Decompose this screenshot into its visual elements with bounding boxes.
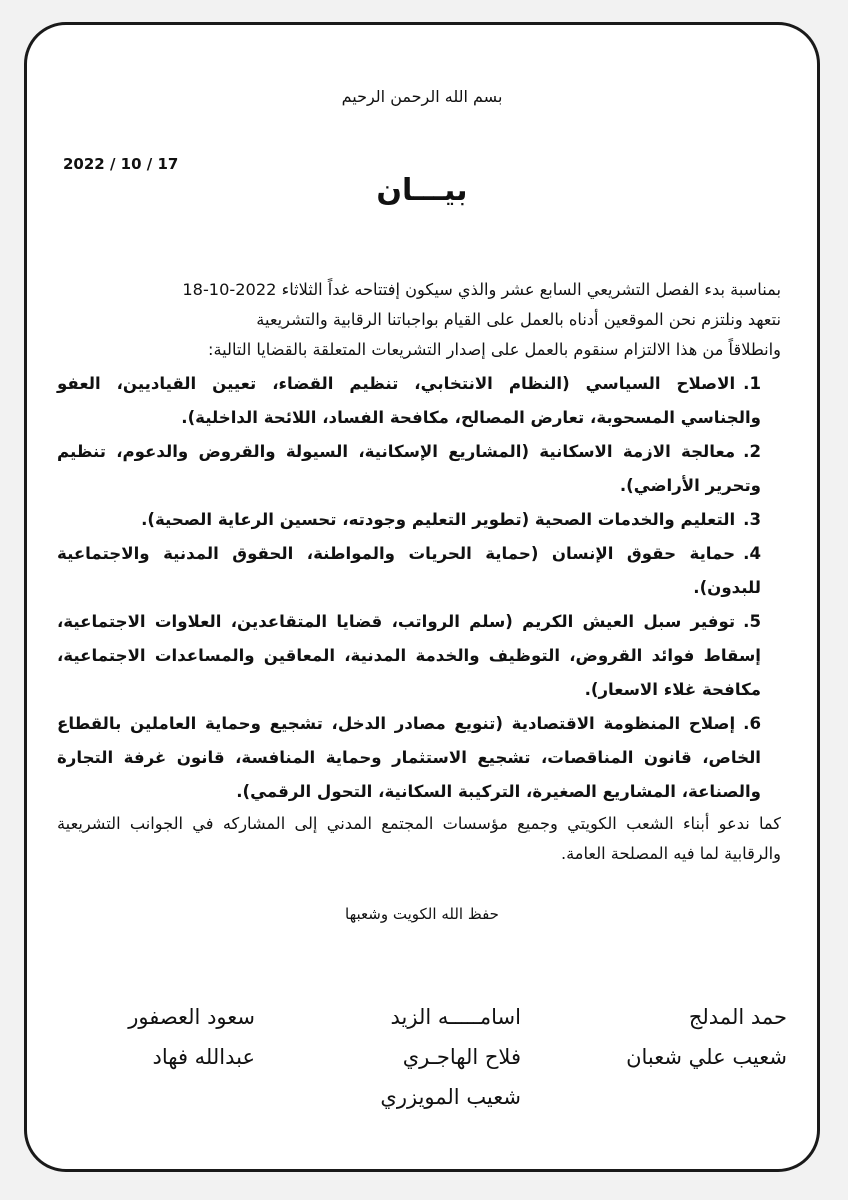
statement-page <box>24 22 820 1172</box>
issue-item <box>57 707 761 809</box>
item-text: توفير سبل العيش الكريم (سلم الرواتب، قضايا المتقاعدين، العلاوات الاجتماعية، إسقاط فوائد القروض، التوظيف والخدمة المدنية، المعاقين والمساعدات الاجتماعية، مكافحة غلاء الاسعار). <box>57 612 761 699</box>
signatory-name: فلاح الهاجـري <box>402 1045 521 1069</box>
signatory-name: حمد المدلج <box>688 1005 787 1029</box>
signatures-column-2 <box>380 997 521 1117</box>
issue-item <box>57 435 761 503</box>
intro-line: نتعهد ونلتزم نحن الموقعين أدناه بالعمل على القيام بواجباتنا الرقابية والتشريعية <box>256 310 781 329</box>
signatory-name: شعيب علي شعبان <box>626 1045 787 1069</box>
item-text: معالجة الازمة الاسكانية (المشاريع الإسكانية، السيولة والقروض والدعوم، تنظيم وتحرير الأراضي). <box>57 442 761 495</box>
issue-item <box>57 367 761 435</box>
intro-line: وانطلاقاً من هذا الالتزام سنقوم بالعمل على إصدار التشريعات المتعلقة بالقضايا التالية: <box>208 340 781 359</box>
signatures-column-3 <box>128 997 255 1077</box>
item-text: الاصلاح السياسي (النظام الانتخابي، تنظيم القضاء، تعيين القياديين، العفو والجناسي المسحوبة، تعارض المصالح، مكافحة الفساد، اللائحة الداخلية). <box>57 374 761 427</box>
item-number: 3. <box>743 510 761 529</box>
issue-item <box>57 605 761 707</box>
issues-list <box>57 367 781 809</box>
item-text: حماية حقوق الإنسان (حماية الحريات والمواطنة، الحقوق المدنية والاجتماعية للبدون). <box>57 544 761 597</box>
issue-item <box>57 503 761 537</box>
closing-prayer: حفظ الله الكويت وشعبها <box>345 905 499 923</box>
basmala: بسم الله الرحمن الرحيم <box>341 87 503 106</box>
item-number: 1. <box>743 374 761 393</box>
intro-line: بمناسبة بدء الفصل التشريعي السابع عشر والذي سيكون إفتتاحه غداً الثلاثاء 2022-10-18 <box>182 280 781 299</box>
signatory-name: شعيب المويزري <box>380 1085 521 1109</box>
signatory-name: اسامـــــه الزيد <box>390 1005 521 1029</box>
issue-item <box>57 537 761 605</box>
document-date: 2022 / 10 / 17 <box>63 155 179 173</box>
item-number: 4. <box>743 544 761 563</box>
statement-body <box>57 275 781 869</box>
item-number: 5. <box>743 612 761 631</box>
closing-paragraph: كما ندعو أبناء الشعب الكويتي وجميع مؤسسات المجتمع المدني إلى المشاركه في الجوانب التشريعية والرقابية لما فيه المصلحة العامة. <box>57 814 781 863</box>
item-number: 2. <box>743 442 761 461</box>
item-number: 6. <box>743 714 761 733</box>
signatory-name: سعود العصفور <box>128 1005 255 1029</box>
signatory-name: عبدالله فهاد <box>152 1045 255 1069</box>
item-text: التعليم والخدمات الصحية (تطوير التعليم وجودته، تحسين الرعاية الصحية). <box>141 510 736 529</box>
document-title: بيـــان <box>376 173 468 208</box>
signatures-column-1 <box>626 997 787 1077</box>
item-text: إصلاح المنظومة الاقتصادية (تنويع مصادر الدخل، تشجيع وحماية العاملين بالقطاع الخاص، قانون المناقصات، تشجيع الاستثمار وحماية المنافسة، قانون غرفة التجارة والصناعة، المشاريع الصغيرة، التركيبة السكانية، التحول الرقمي). <box>57 714 761 801</box>
